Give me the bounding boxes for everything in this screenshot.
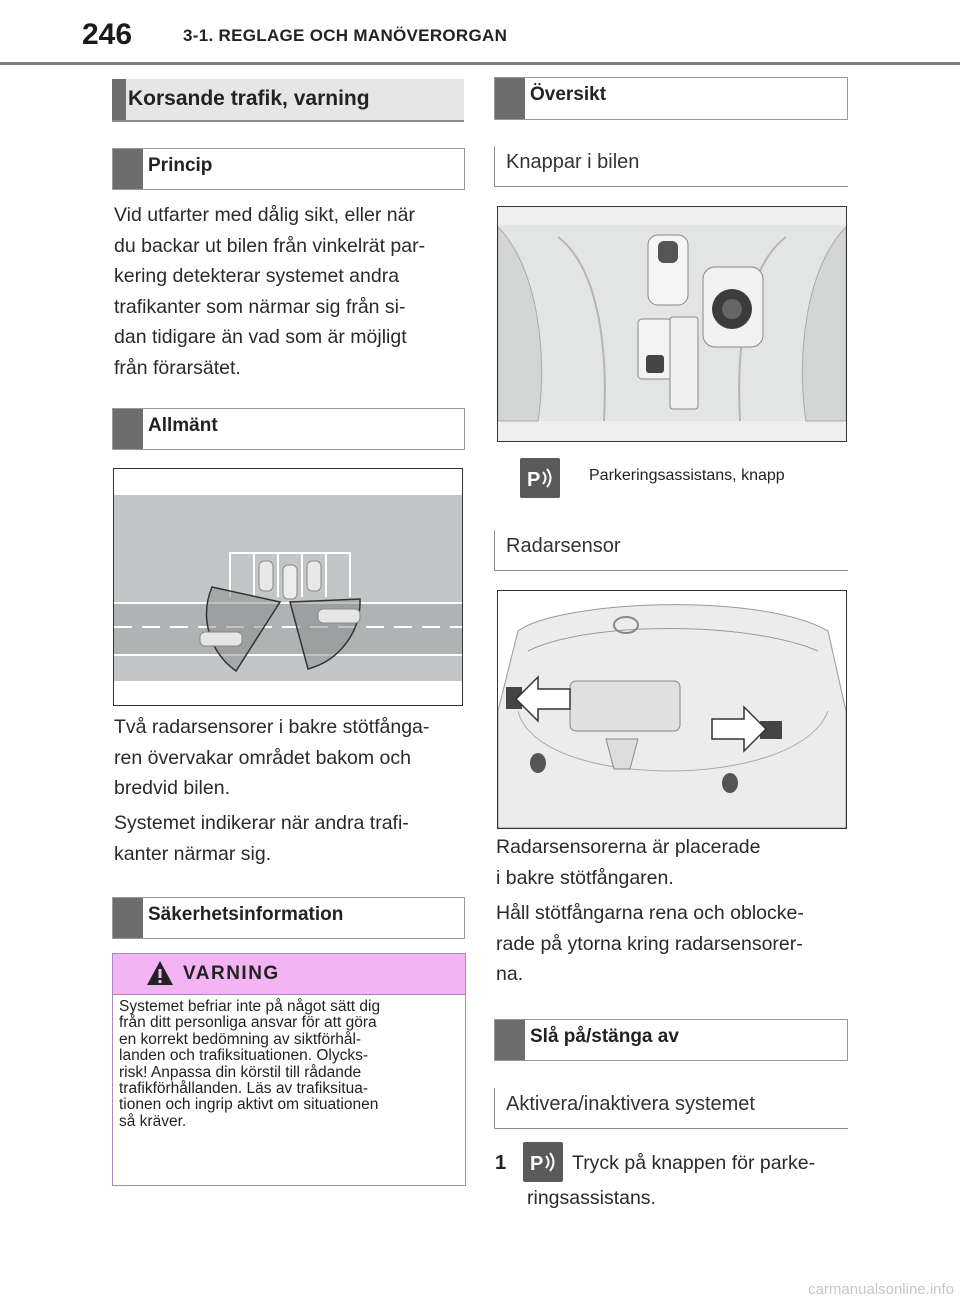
section-heading-cross-traffic — [112, 79, 464, 122]
text-line: trafikförhållanden. Läs av trafiksitua- — [119, 1080, 368, 1098]
text-line: från ditt personliga ansvar för att göra — [119, 1014, 377, 1032]
general-paragraph-1 — [114, 712, 464, 804]
text-line: du backar ut bilen från vinkelrät par- — [114, 234, 426, 257]
heading-radar-sensor — [494, 530, 848, 571]
warning-box — [112, 953, 466, 1186]
parking-assist-icon — [520, 458, 560, 498]
heading-bar — [495, 1020, 525, 1060]
text-line: Vid utfarter med dålig sikt, eller när — [114, 204, 415, 226]
page-number: 246 — [82, 18, 133, 51]
subheading-principle — [112, 148, 465, 190]
heading-text: Knappar i bilen — [506, 151, 640, 173]
heading-bar — [113, 898, 143, 938]
principle-paragraph — [114, 200, 464, 383]
header-rule — [0, 62, 960, 65]
svg-text:P: P — [530, 1153, 544, 1175]
subheading-title: Allmänt — [148, 415, 218, 436]
text-line: kanter närmar sig. — [114, 842, 272, 865]
heading-text: Radarsensor — [506, 535, 621, 557]
parking-illustration — [113, 468, 463, 706]
text-line: Systemet indikerar när andra trafi- — [114, 812, 409, 834]
text-line: tionen och ingrip aktivt om situationen — [119, 1096, 379, 1114]
text-line: Håll stötfångarna rena och oblocke- — [496, 902, 804, 924]
text-line: dan tidigare än vad som är möjligt — [114, 326, 407, 348]
heading-text: Aktivera/inaktivera systemet — [506, 1093, 755, 1115]
step-text-line-1: Tryck på knappen för parke- — [572, 1152, 816, 1174]
heading-bar — [113, 149, 143, 189]
heading-buttons-in-car — [494, 146, 848, 187]
text-line: Radarsensorerna är placerade — [496, 836, 761, 858]
text-line: så kräver. — [119, 1112, 187, 1130]
text-line: ren övervakar området bakom och — [114, 746, 411, 769]
center-console-illustration — [497, 206, 847, 442]
text-line: Två radarsensorer i bakre stötfånga- — [114, 716, 430, 738]
step-number: 1 — [495, 1152, 507, 1174]
text-line: bredvid bilen. — [114, 777, 230, 799]
subheading-title: Säkerhetsinformation — [148, 904, 344, 925]
subheading-title: Princip — [148, 155, 213, 176]
heading-activate — [494, 1088, 848, 1129]
warning-text — [119, 999, 459, 1130]
text-line: landen och trafiksituationen. Olycks- — [119, 1047, 368, 1065]
text-line: en korrekt bedömning av siktförhål- — [119, 1030, 362, 1048]
step-text-line-2: ringsassistans. — [527, 1187, 656, 1209]
subheading-title: Översikt — [530, 84, 607, 105]
subheading-safety — [112, 897, 465, 939]
text-line: Systemet befriar inte på något sätt dig — [119, 998, 381, 1015]
parking-assist-icon — [523, 1142, 563, 1182]
text-line: rade på ytorna kring radarsensorer- — [496, 932, 803, 955]
text-line: trafikanter som närmar sig från si- — [114, 295, 406, 318]
subheading-on-off — [494, 1019, 848, 1061]
chapter-title: 3-1. REGLAGE OCH MANÖVERORGAN — [183, 26, 508, 45]
subheading-general — [112, 408, 465, 450]
svg-text:P: P — [527, 469, 541, 491]
rear-bumper-illustration — [497, 590, 847, 829]
text-line: risk! Anpassa din körstil till rådande — [119, 1063, 362, 1081]
text-line: kering detekterar systemet andra — [114, 265, 400, 287]
section-title: Korsande trafik, varning — [128, 87, 370, 110]
parking-assist-caption: Parkeringsassistans, knapp — [589, 467, 785, 484]
warning-triangle-icon — [145, 959, 175, 987]
radar-paragraph-2 — [496, 898, 846, 990]
text-line: i bakre stötfångaren. — [496, 866, 674, 889]
heading-bar — [113, 409, 143, 449]
text-line: na. — [496, 963, 524, 985]
text-line: från förarsätet. — [114, 356, 241, 379]
subheading-title: Slå på/stänga av — [530, 1026, 679, 1047]
general-paragraph-2 — [114, 808, 464, 869]
heading-bar — [112, 79, 126, 120]
footer-watermark: carmanualsonline.info — [808, 1281, 954, 1298]
warning-header — [113, 954, 465, 995]
radar-paragraph-1 — [496, 832, 846, 893]
heading-bar — [495, 78, 525, 119]
subheading-overview — [494, 77, 848, 120]
warning-title: VARNING — [183, 963, 280, 984]
